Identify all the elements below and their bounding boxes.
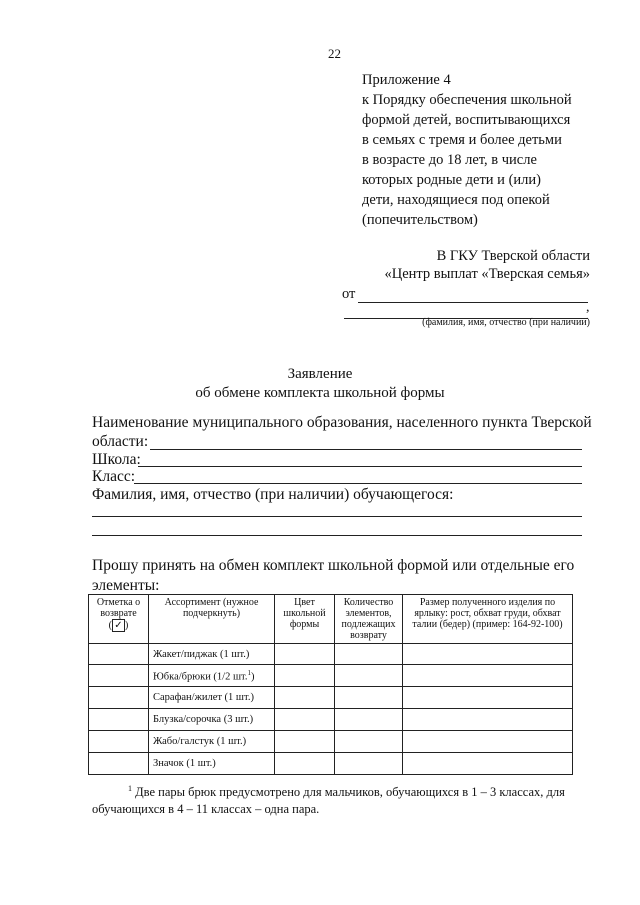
municipality-label: Наименование муниципального образования, населенного пункта Тверской (92, 414, 592, 431)
footnote-mark: 1 (128, 784, 132, 793)
size-cell[interactable] (403, 709, 573, 731)
size-cell[interactable] (403, 644, 573, 665)
return-mark-cell[interactable] (89, 687, 149, 709)
student-fio-field-2[interactable] (92, 535, 582, 536)
quantity-cell[interactable] (335, 644, 403, 665)
return-mark-cell[interactable] (89, 731, 149, 753)
from-name-line[interactable] (358, 302, 588, 303)
return-mark-cell[interactable] (89, 753, 149, 775)
color-cell[interactable] (275, 665, 335, 687)
assortment-cell: Жакет/пиджак (1 шт.) (149, 644, 275, 665)
school-field[interactable] (138, 466, 582, 467)
quantity-cell[interactable] (335, 687, 403, 709)
quantity-cell[interactable] (335, 753, 403, 775)
recipient-line-2: «Центр выплат «Тверская семья» (384, 266, 590, 282)
footnote-ref: 1 (247, 669, 251, 678)
size-cell[interactable] (403, 731, 573, 753)
appendix-line: в семьях с тремя и более детьми (362, 132, 562, 148)
document-title: Заявление (287, 366, 353, 382)
assortment-cell: Значок (1 шт.) (149, 753, 275, 775)
appendix-line: (попечительством) (362, 212, 478, 228)
request-text-2: элементы: (92, 577, 160, 594)
header-assortment: Ассортимент (нужное подчеркнуть) (149, 595, 275, 644)
checkmark-icon: ✓ (112, 619, 125, 632)
color-cell[interactable] (275, 709, 335, 731)
class-field[interactable] (134, 483, 582, 484)
size-cell[interactable] (403, 753, 573, 775)
return-mark-cell[interactable] (89, 665, 149, 687)
header-size: Размер полученного изделия по ярлыку: рост, обхват груди, обхват талии (бедер) (пример: 164-92-100) (403, 595, 573, 644)
appendix-line: формой детей, воспитывающихся (362, 112, 571, 128)
header-mark: Отметка о возврате ( ✓ ) (89, 595, 149, 644)
color-cell[interactable] (275, 644, 335, 665)
appendix-line: дети, находящиеся под опекой (362, 192, 550, 208)
table-header-row (89, 595, 573, 644)
municipality-field[interactable] (150, 449, 582, 450)
assortment-cell: Юбка/брюки (1/2 шт.$^1$) (149, 665, 275, 687)
table-row (89, 644, 573, 665)
appendix-line: Приложение 4 (362, 72, 451, 88)
fio-hint: (фамилия, имя, отчество (при наличии) (422, 317, 590, 328)
footnote-line-2: обучающихся в 4 – 11 классах – одна пара. (92, 802, 320, 816)
size-cell[interactable] (403, 687, 573, 709)
assortment-cell: Блузка/сорочка (3 шт.) (149, 709, 275, 731)
table-row (89, 753, 573, 775)
appendix-line: в возрасте до 18 лет, в числе (362, 152, 537, 168)
table-row (89, 731, 573, 753)
appendix-block (362, 70, 622, 230)
student-fio-field[interactable] (92, 516, 582, 517)
quantity-cell[interactable] (335, 731, 403, 753)
document-subtitle: об обмене комплекта школьной формы (195, 385, 445, 401)
appendix-line: которых родные дети и (или) (362, 172, 541, 188)
size-cell[interactable] (403, 665, 573, 687)
quantity-cell[interactable] (335, 709, 403, 731)
quantity-cell[interactable] (335, 665, 403, 687)
table-row (89, 665, 573, 687)
color-cell[interactable] (275, 687, 335, 709)
student-fio-label: Фамилия, имя, отчество (при наличии) обучающегося: (92, 486, 454, 503)
assortment-cell: Жабо/галстук (1 шт.) (149, 731, 275, 753)
table-row (89, 709, 573, 731)
school-label: Школа: (92, 451, 141, 468)
header-quantity: Количество элементов, подлежащих возврату (335, 595, 403, 644)
recipient-line-1: В ГКУ Тверской области (436, 248, 590, 264)
return-mark-cell[interactable] (89, 709, 149, 731)
color-cell[interactable] (275, 753, 335, 775)
from-label: от (342, 286, 356, 302)
header-color: Цвет школьной формы (275, 595, 335, 644)
page-number: 22 (328, 46, 341, 61)
comma: , (586, 300, 590, 315)
exchange-table (88, 594, 573, 775)
request-text: Прошу принять на обмен комплект школьной формой или отдельные его (92, 557, 575, 574)
assortment-cell: Сарафан/жилет (1 шт.) (149, 687, 275, 709)
municipality-label-2: области: (92, 433, 149, 450)
color-cell[interactable] (275, 731, 335, 753)
appendix-line: к Порядку обеспечения школьной (362, 92, 572, 108)
table-row (89, 687, 573, 709)
footnote-line-1: $^1$ Две пары брюк предусмотрено для мальчиков, обучающихся в 1 – 3 классах, для (128, 784, 565, 800)
return-mark-cell[interactable] (89, 644, 149, 665)
class-label: Класс: (92, 468, 136, 485)
